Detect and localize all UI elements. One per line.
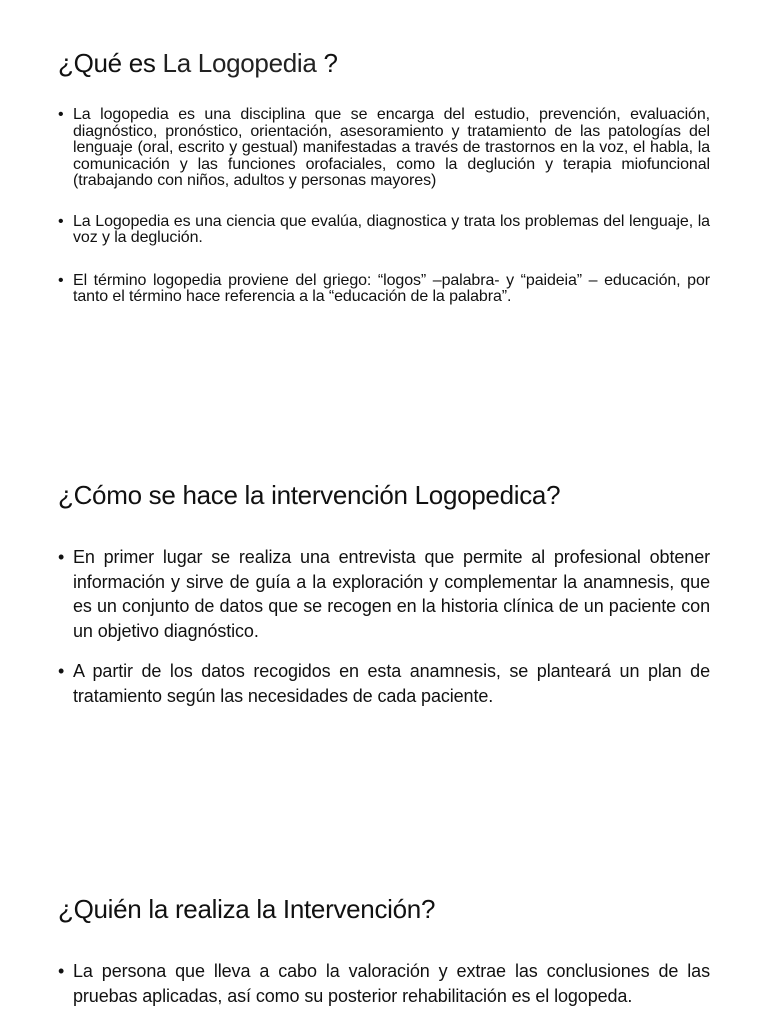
bullet-icon: • (58, 271, 64, 289)
bullet-text: La Logopedia es una ciencia que evalúa, diagnostica y trata los problemas del lenguaje, la voz y la deglución. (73, 212, 710, 246)
list-item (58, 545, 710, 643)
bullet-list (58, 959, 710, 1008)
section-title (58, 48, 710, 79)
list-item (58, 959, 710, 1008)
bullet-text: A partir de los datos recogidos en esta anamnesis, se planteará un plan de tratamiento según las necesidades de cada paciente. (73, 661, 710, 706)
bullet-icon: • (58, 661, 65, 681)
section-que-es (58, 48, 710, 306)
section-quien-realiza (58, 894, 710, 1008)
bullet-icon: • (58, 961, 65, 981)
section-como-se-hace (58, 480, 710, 708)
title-suffix: ? (323, 48, 338, 78)
list-item (58, 659, 710, 708)
section-title: ¿Cómo se hace la intervención Logopedica? (58, 480, 561, 510)
list-item (58, 107, 710, 190)
bullet-text: La logopedia es una disciplina que se encarga del estudio, prevención, evaluación, diagnóstico, pronóstico, orientación, asesoramiento y tratamiento de las patologías del lenguaje (oral, escrito y gestual) manifestadas a través de trastornos en la voz, el habla, la comunicación y las funciones orofaciales, como la deglución y terapia miofuncional (trabajando con niños, adultos y personas mayores) (73, 106, 710, 189)
title-main: La Logopedia (162, 48, 317, 78)
bullet-icon: • (58, 212, 64, 230)
title-prefix: ¿Qué es (58, 48, 156, 78)
list-item (58, 273, 710, 306)
section-title: ¿Quién la realiza la Intervención? (58, 894, 436, 924)
bullet-text: El término logopedia proviene del griego: “logos” –palabra- y “paideia” – educación, por tanto el término hace referencia a la “educación de la palabra”. (73, 271, 710, 305)
list-item (58, 214, 710, 247)
bullet-text: La persona que lleva a cabo la valoración y extrae las conclusiones de las pruebas aplicadas, así como su posterior rehabilitación es el logopeda. (73, 961, 710, 1006)
bullet-text: En primer lugar se realiza una entrevista que permite al profesional obtener información y sirve de guía a la exploración y complementar la anamnesis, que es un conjunto de datos que se recogen en la historia clínica de un paciente con un objetivo diagnóstico. (73, 547, 710, 641)
bullet-list (58, 107, 710, 306)
bullet-list (58, 545, 710, 708)
bullet-icon: • (58, 106, 64, 123)
bullet-icon: • (58, 547, 65, 567)
